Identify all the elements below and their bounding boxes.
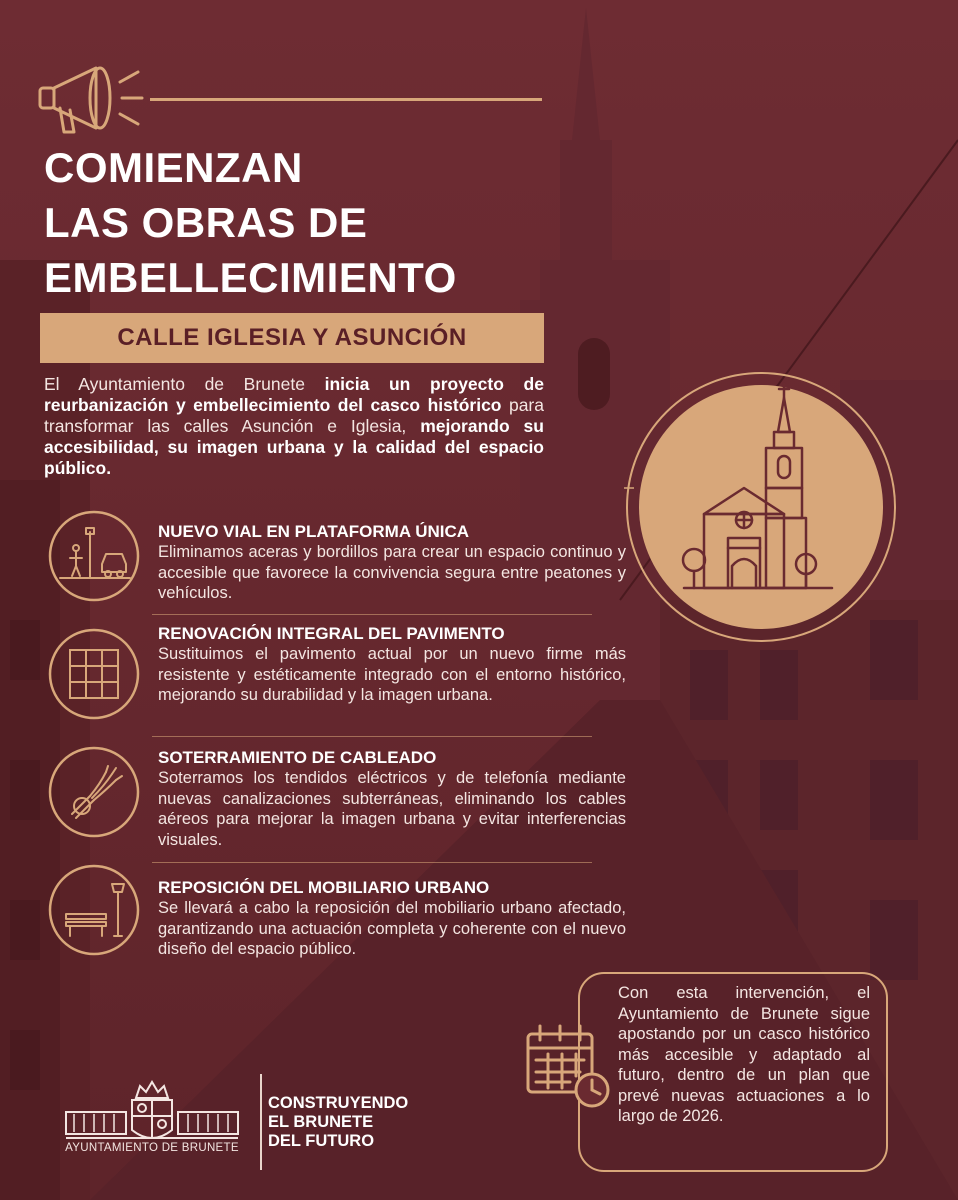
item-title: NUEVO VIAL EN PLATAFORMA ÚNICA: [158, 522, 470, 541]
item-text: Eliminamos aceras y bordillos para crear un espacio continuo y accesible que favorece la convivencia segura entre peatones y vehículos.: [158, 543, 626, 602]
title-line-1: COMIENZAN: [44, 144, 303, 191]
calendar-clock-icon: [522, 1020, 614, 1112]
item-separator: [152, 736, 592, 737]
intro-text-2: para transformar las calles Asunción e Iglesia,: [44, 395, 544, 436]
closing-callout-text: Con esta intervención, el Ayuntamiento de Brunete sigue apostando por un casco histórico más accesible y adaptado al futuro, dentro de un plan que prevé nuevas actuaciones a lo largo de 2026.: [618, 984, 870, 1125]
logo-label: AYUNTAMIENTO DE BRUNETE: [65, 1142, 239, 1154]
item-title: RENOVACIÓN INTEGRAL DEL PAVIMENTO: [158, 624, 505, 643]
intro-text-1: El Ayuntamiento de Brunete: [44, 374, 325, 394]
footer-divider: [260, 1074, 262, 1170]
subtitle-banner: CALLE IGLESIA Y ASUNCIÓN: [40, 313, 544, 363]
title-line-2: LAS OBRAS DE: [44, 199, 368, 246]
list-item: [158, 522, 626, 604]
header-rule: [150, 98, 542, 101]
item-text: Sustituimos el pavimento actual por un nuevo firme más resistente y estéticamente integrado con el entorno histórico, mejorando su durabilidad y la imagen urbana.: [158, 645, 626, 704]
bench-streetlamp-icon: [46, 862, 142, 958]
church-illustration: [624, 370, 898, 644]
item-title: REPOSICIÓN DEL MOBILIARIO URBANO: [158, 878, 490, 897]
slogan-line-3: DEL FUTURO: [268, 1132, 375, 1150]
intro-bold-2: mejorando su accesibilidad, su imagen urbana y la calidad del espacio público.: [44, 416, 544, 478]
item-text: Se llevará a cabo la reposición del mobiliario urbano afectado, garantizando una actuación completa y coherente con el nuevo diseño del espacio público.: [158, 899, 626, 958]
cables-icon: [46, 744, 142, 840]
item-separator: [152, 614, 592, 615]
list-item: [158, 748, 626, 850]
slogan-line-1: CONSTRUYENDO: [268, 1094, 409, 1112]
street-platform-icon: [46, 508, 142, 604]
intro-bold-1: inicia un proyecto de reurbanización y embellecimiento del casco histórico: [44, 374, 544, 415]
footer-slogan: [268, 1094, 468, 1151]
page-title: [44, 140, 604, 305]
item-text: Soterramos los tendidos eléctricos y de telefonía mediante nuevas canalizaciones subterráneas, eliminando los cables aéreos para mejorar la imagen urbana y evitar interferencias visuales.: [158, 769, 626, 849]
item-separator: [152, 862, 592, 863]
slogan-line-2: EL BRUNETE: [268, 1113, 374, 1131]
paving-grid-icon: [46, 626, 142, 722]
title-line-3: EMBELLECIMIENTO: [44, 254, 457, 301]
item-title: SOTERRAMIENTO DE CABLEADO: [158, 748, 437, 767]
intro-paragraph: [44, 374, 544, 479]
megaphone-icon: [34, 60, 146, 140]
list-item: [158, 878, 626, 960]
list-item: [158, 624, 626, 706]
